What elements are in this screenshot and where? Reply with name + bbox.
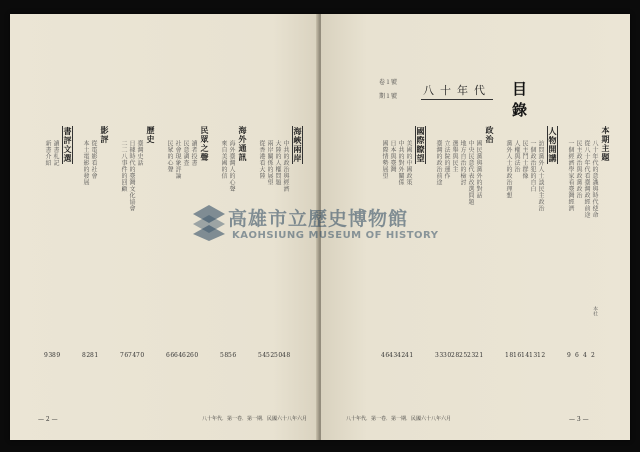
section-heading: 人物開講 [548, 127, 558, 163]
toc-entry-page: 25 [459, 352, 468, 359]
toc-entry-title[interactable]: 中共的政治與經濟 [282, 140, 289, 192]
toc-entry-title[interactable]: 臺灣史話 [136, 140, 143, 166]
toc-entry-page: 76 [120, 352, 129, 359]
toc-entry-page: 70 [136, 352, 145, 359]
section-heading: 本期主題 [601, 126, 611, 162]
issue-label: 期１號 [379, 93, 398, 100]
toc-entry-title[interactable]: 二二八事件的回顧 [120, 140, 127, 192]
toc-entry-page: 30 [443, 352, 452, 359]
toc-entry-page: 66 [166, 352, 175, 359]
toc-entry-page: 93 [44, 352, 53, 359]
toc-entry-title[interactable]: 民主鬥士群像 [521, 140, 528, 179]
toc-entry-title[interactable]: 美國的中國政策 [405, 140, 412, 186]
toc-entry-title[interactable]: 社會現象評論 [174, 140, 181, 179]
watermark-name-en: KAOHSIUNG MUSEUM OF HISTORY [232, 230, 439, 241]
toc-entry-title[interactable]: 民意調查 [182, 140, 189, 166]
era-heading: 八十年代 [421, 82, 493, 100]
toc-entry-page: 28 [451, 352, 460, 359]
toc-entry-page: 43 [389, 352, 398, 359]
toc-entry-title[interactable]: 日本與臺灣 [389, 140, 396, 173]
toc-entry-title[interactable]: 國際情勢展望 [381, 140, 388, 179]
watermark-name-zh: 高雄市立歷史博物館 [228, 208, 409, 230]
toc-entry-page: 16 [513, 352, 522, 359]
toc-entry-title[interactable]: 臺灣的政治前途 [435, 140, 442, 186]
toc-entry-page: 2 [591, 352, 596, 359]
toc-entry-title[interactable]: 立法院的運作 [443, 140, 450, 179]
toc-entry-page: 60 [190, 352, 199, 359]
section-heading: 歷史 [146, 126, 156, 144]
section-heading: 民眾之聲 [200, 126, 210, 162]
toc-entry-title[interactable]: 民眾的心聲 [166, 140, 173, 173]
toc-entry-title[interactable]: 人權與法治 [513, 140, 520, 173]
toc-entry-page: 12 [537, 352, 546, 359]
toc-entry-page: 58 [220, 352, 229, 359]
toc-entry-title[interactable]: 從八十年代看臺灣政經前途 [583, 140, 590, 218]
left-page [10, 14, 319, 440]
toc-entry-page: 54 [258, 352, 267, 359]
toc-entry-page: 42 [397, 352, 406, 359]
toc-entry-page: 4 [583, 352, 588, 359]
section-heading: 海峽兩岸 [293, 127, 303, 163]
toc-entry-page: 9 [567, 352, 572, 359]
toc-entry-title[interactable]: 訪問黨外人士談民主政治 [537, 140, 544, 212]
toc-entry-title[interactable]: 一個政治犯的自白 [529, 140, 536, 192]
toc-entry-title[interactable]: 地方自治的檢討 [459, 140, 466, 186]
toc-entry-title[interactable]: 黨外人士的政治理想 [505, 140, 512, 199]
toc-entry-page: 81 [90, 352, 99, 359]
toc-entry-page: 33 [435, 352, 444, 359]
toc-entry-page: 52 [266, 352, 275, 359]
section-heading: 書評文選 [63, 127, 73, 163]
toc-entry-title[interactable]: 日據時代的臺灣文化協會 [128, 140, 135, 212]
right-page-number: — 3 — [569, 416, 589, 423]
volume-label: 卷１號 [379, 79, 398, 86]
toc-entry-page: 50 [274, 352, 283, 359]
toc-title: 目 錄 [512, 80, 615, 119]
toc-entry-page: 89 [52, 352, 61, 359]
toc-entry-page: 18 [505, 352, 514, 359]
toc-entry-page: 14 [521, 352, 530, 359]
toc-entry-author: 本社 [592, 306, 598, 316]
toc-entry-page: 62 [182, 352, 191, 359]
section-heading: 政治 [485, 126, 495, 144]
toc-entry-page: 74 [128, 352, 137, 359]
toc-entry-page: 13 [529, 352, 538, 359]
toc-entry-title[interactable]: 來自美國的信 [220, 140, 227, 179]
left-footer: 八十年代．第一卷．第一期．民國六十八年六月 [202, 416, 308, 422]
toc-entry-page: 48 [282, 352, 291, 359]
section-heading: 海外通訊 [238, 126, 248, 162]
toc-entry-title[interactable]: 本土電影的發展 [82, 140, 89, 186]
toc-entry-page: 64 [174, 352, 183, 359]
toc-entry-page: 23 [467, 352, 476, 359]
toc-entry-page: 41 [405, 352, 414, 359]
toc-entry-page: 46 [381, 352, 390, 359]
magazine-spread [10, 14, 630, 440]
section-heading: 國際瞭望 [416, 127, 426, 163]
right-page [321, 14, 630, 440]
toc-entry-title[interactable]: 從香港看大陸 [258, 140, 265, 179]
section-heading: 影評 [100, 126, 110, 144]
toc-entry-title[interactable]: 新書介紹 [44, 140, 51, 166]
toc-entry-title[interactable]: 中央民意代表改選問題 [467, 140, 474, 205]
toc-entry-title[interactable]: 中共的對外關係 [397, 140, 404, 186]
toc-entry-title[interactable]: 從電影看社會 [90, 140, 97, 179]
toc-entry-title[interactable]: 讀者投書 [190, 140, 197, 166]
toc-entry-title[interactable]: 海外臺灣人的心聲 [228, 140, 235, 192]
toc-entry-title[interactable]: 兩岸關係的展望 [266, 140, 273, 186]
toc-entry-title[interactable]: 讀書札記 [52, 140, 59, 166]
toc-entry-title[interactable]: 民主政治與政黨政治 [575, 140, 582, 199]
toc-entry-page: 6 [575, 352, 580, 359]
toc-entry-page: 82 [82, 352, 91, 359]
toc-entry-title[interactable]: 國民黨與黨外的對話 [475, 140, 482, 199]
right-footer: 八十年代．第一卷．第一期．民國六十八年六月 [346, 416, 452, 422]
toc-entry-title[interactable]: 選舉與民主 [451, 140, 458, 173]
toc-entry-page: 56 [228, 352, 237, 359]
toc-entry-title[interactable]: 一個經濟學家看臺灣經濟 [567, 140, 574, 212]
toc-entry-title[interactable]: 大陸的人權問題 [274, 140, 281, 186]
toc-entry-page: 21 [475, 352, 484, 359]
left-page-number: — 2 — [38, 416, 58, 423]
toc-entry-title[interactable]: 八十年代的意識與時代使命 [591, 140, 598, 218]
